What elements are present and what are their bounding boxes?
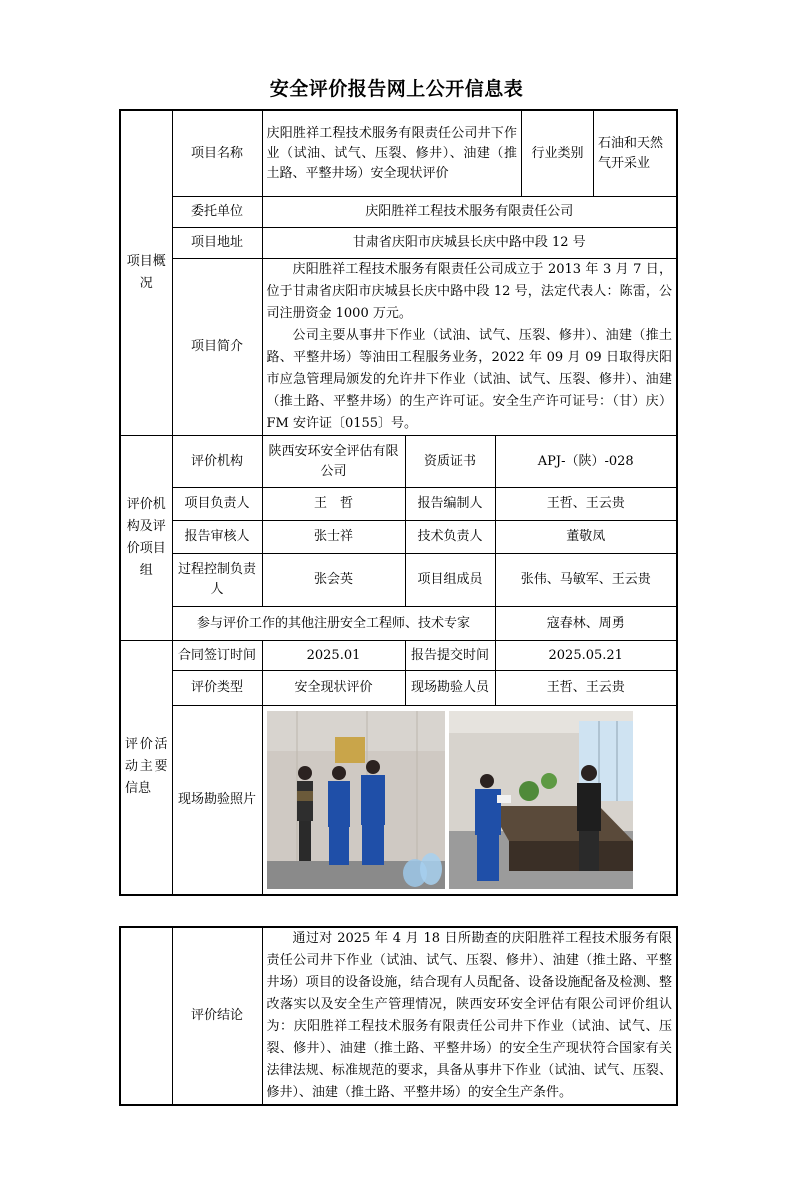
conclusion-table	[119, 926, 678, 1106]
address-value: 甘肃省庆阳市庆城县长庆中路中段 12 号	[262, 228, 677, 259]
reviewer-label: 报告审核人	[172, 521, 262, 554]
project-name-label: 项目名称	[172, 110, 262, 197]
members-value: 张伟、马敏军、王云贵	[495, 554, 677, 607]
info-table	[119, 109, 678, 896]
client-value: 庆阳胜祥工程技术服务有限责任公司	[262, 197, 677, 228]
tech-lead-value: 董敬凤	[495, 521, 677, 554]
members-label: 项目组成员	[405, 554, 495, 607]
conclusion-value	[262, 927, 677, 1105]
experts-value: 寇春林、周勇	[495, 607, 677, 641]
agency-value: 陕西安环安全评估有限公司	[262, 436, 405, 488]
overview-group-label: 项目概况	[120, 110, 172, 436]
type-label: 评价类型	[172, 671, 262, 706]
surveyors-value: 王哲、王云贵	[495, 671, 677, 706]
contract-value: 2025.01	[262, 641, 405, 671]
process-value: 张会英	[262, 554, 405, 607]
site-photo-1	[267, 711, 445, 889]
type-value: 安全现状评价	[262, 671, 405, 706]
org-group-label: 评价机构及评价项目组	[120, 436, 172, 641]
author-value: 王哲、王云贵	[495, 488, 677, 521]
intro-paragraph-2: 公司主要从事井下作业（试油、试气、压裂、修井）、油建（推土路、平整井场）等油田工程服务业务，2022 年 09 月 09 日取得庆阳市应急管理局颁发的允许井下作业（试油、试气、压裂、修井）、油建（推土路、平整井场）的生产许可证。安全生产许可证号：（甘）庆）FM 安许证〔0155〕号。	[266, 328, 672, 431]
intro-value	[262, 259, 677, 436]
experts-label: 参与评价工作的其他注册安全工程师、技术专家	[172, 607, 495, 641]
conclusion-label: 评价结论	[172, 927, 262, 1105]
process-label: 过程控制负责人	[172, 554, 262, 607]
client-label: 委托单位	[172, 197, 262, 228]
conclusion-blank-cell	[120, 927, 172, 1105]
industry-value: 石油和天然气开采业	[598, 135, 664, 171]
intro-label: 项目简介	[172, 259, 262, 436]
surveyors-label: 现场勘验人员	[405, 671, 495, 706]
cert-label: 资质证书	[405, 436, 495, 488]
agency-label: 评价机构	[172, 436, 262, 488]
photos-cell	[262, 706, 677, 895]
cert-value: APJ-（陕）-028	[495, 436, 677, 488]
author-label: 报告编制人	[405, 488, 495, 521]
reviewer-value: 张士祥	[262, 521, 405, 554]
industry-label: 行业类别	[522, 111, 594, 196]
leader-label: 项目负责人	[172, 488, 262, 521]
project-name-value: 庆阳胜祥工程技术服务有限责任公司井下作业（试油、试气、压裂、修井）、油建（推土路、平整井场）安全现状评价	[263, 111, 522, 196]
contract-label: 合同签订时间	[172, 641, 262, 671]
submit-value: 2025.05.21	[495, 641, 677, 671]
leader-value: 王 哲	[262, 488, 405, 521]
page-title: 安全评价报告网上公开信息表	[269, 78, 524, 100]
conclusion-text: 通过对 2025 年 4 月 18 日所勘查的庆阳胜祥工程技术服务有限责任公司井下作业（试油、试气、压裂、修井）、油建（推土路、平整井场）项目的设备设施，结合现有人员配备、设备设施配备及检测、整改落实以及安全生产管理情况，陕西安环安全评估有限公司评价组认为：庆阳胜祥工程技术服务有限责任公司井下作业（试油、试气、压裂、修井）、油建（推土路、平整井场）的安全生产现状符合国家有关法律法规、标准规范的要求，具备从事井下作业（试油、试气、压裂、修井）、油建（推土路、平整井场）的安全生产条件。	[266, 931, 672, 1100]
address-label: 项目地址	[172, 228, 262, 259]
intro-paragraph-1: 庆阳胜祥工程技术服务有限责任公司成立于 2013 年 3 月 7 日，位于甘肃省庆阳市庆城县长庆中路中段 12 号，法定代表人：陈雷，公司注册资金 1000 万元。	[266, 262, 672, 321]
site-photo-2	[449, 711, 633, 889]
submit-label: 报告提交时间	[405, 641, 495, 671]
activity-group-label: 评价活动主要信息	[120, 641, 172, 895]
tech-lead-label: 技术负责人	[405, 521, 495, 554]
photos-label: 现场勘验照片	[172, 706, 262, 895]
